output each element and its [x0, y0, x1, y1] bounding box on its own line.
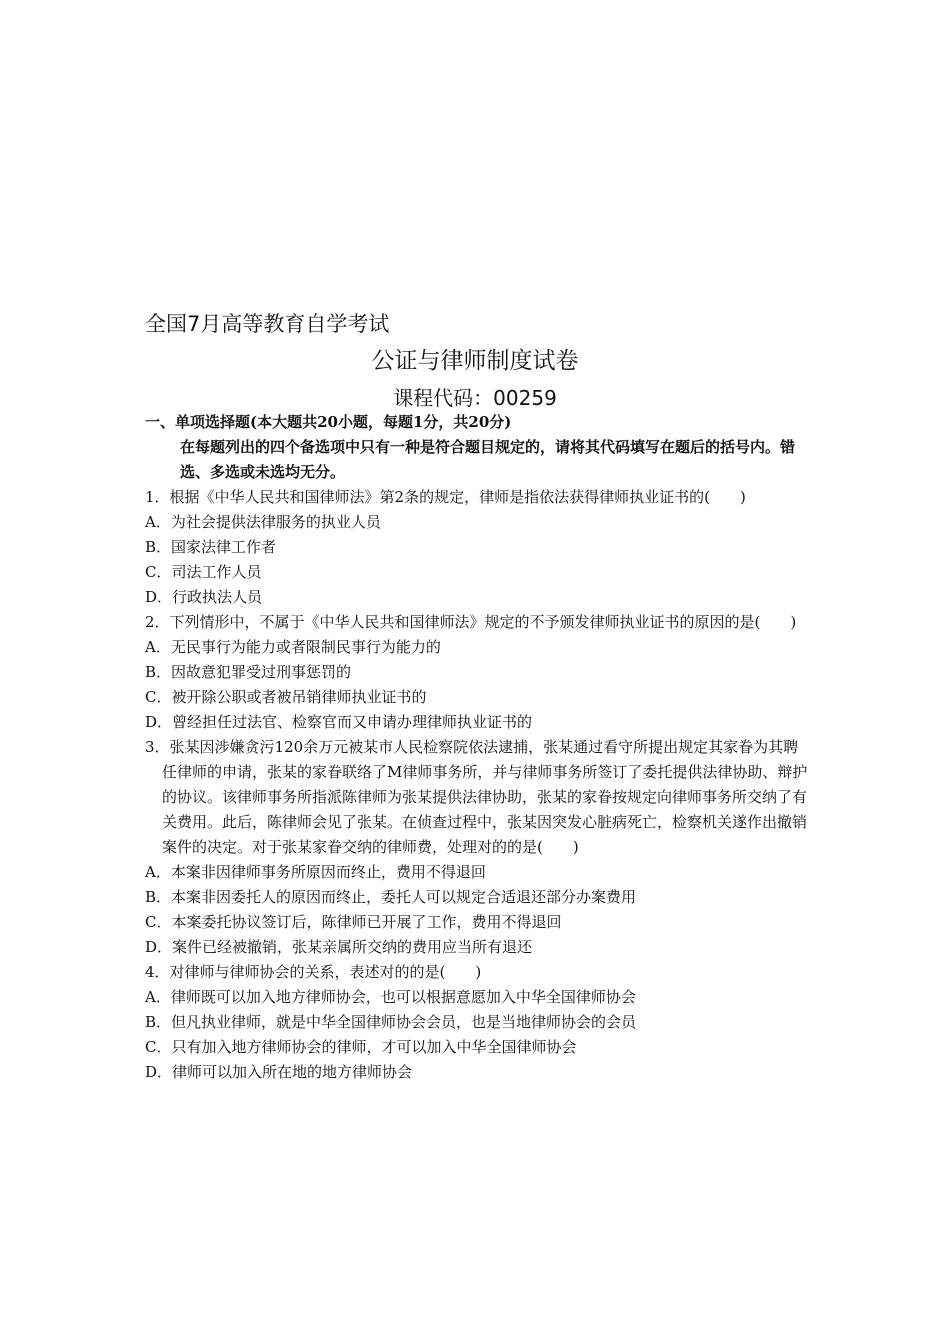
question-1-option-d: D．行政执法人员 — [145, 588, 263, 606]
question-3-option-d: D．案件已经被撤销，张某亲属所交纳的费用应当所有退还 — [145, 938, 533, 956]
question-2-option-a: A．无民事行为能力或者限制民事行为能力的 — [145, 638, 441, 656]
question-3-option-c: C．本案委托协议签订后，陈律师已开展了工作，费用不得退回 — [145, 913, 562, 931]
question-4-option-a: A．律师既可以加入地方律师协会，也可以根据意愿加入中华全国律师协会 — [145, 988, 636, 1006]
paper-title: 公证与律师制度试卷 — [371, 348, 579, 374]
section-instructions: 在每题列出的四个备选项中只有一种是符合题目规定的，请将其代码填写在题后的括号内。错选、多选或未选均无分。 — [180, 438, 796, 481]
exam-session-title: 全国7月高等教育自学考试 — [145, 312, 390, 336]
question-1-stem: 1．根据《中华人民共和国律师法》第2条的规定，律师是指依法获得律师执业证书的( ) — [145, 488, 746, 506]
question-2-option-b: B．因故意犯罪受过刑事惩罚的 — [145, 663, 352, 681]
question-4-option-b: B．但凡执业律师，就是中华全国律师协会会员，也是当地律师协会的会员 — [145, 1013, 637, 1031]
question-4-stem: 4．对律师与律师协会的关系，表述对的的是( ) — [145, 963, 482, 981]
question-2-option-d: D．曾经担任过法官、检察官而又申请办理律师执业证书的 — [145, 713, 533, 731]
course-code: 课程代码：00259 — [393, 386, 557, 410]
question-1-option-c: C．司法工作人员 — [145, 563, 262, 581]
section-heading: 一、单项选择题(本大题共20小题，每题1分，共20分) — [145, 413, 512, 431]
question-4-option-c: C．只有加入地方律师协会的律师，才可以加入中华全国律师协会 — [145, 1038, 577, 1056]
question-3-option-a: A．本案非因律师事务所原因而终止，费用不得退回 — [145, 863, 486, 881]
question-3-option-b: B．本案非因委托人的原因而终止，委托人可以规定合适退还部分办案费用 — [145, 888, 637, 906]
question-3-stem: 3．张某因涉嫌贪污120余万元被某市人民检察院依法逮捕，张某通过看守所提出规定其家眷为其聘任律师的申请，张某的家眷联络了M律师事务所，并与律师事务所签订了委托提供法律协助、辩护的协议。该律师事务所指派陈律师为张某提供法律协助，张某的家眷按规定向律师事务所交纳了有关费用。此后，陈律师会见了张某。在侦查过程中，张某因突发心脏病死亡，检察机关遂作出撤销案件的决定。对于张某家眷交纳的律师费，处理对的的是( ) — [145, 738, 808, 856]
question-1-option-b: B．国家法律工作者 — [145, 538, 277, 556]
question-2-stem: 2．下列情形中，不属于《中华人民共和国律师法》规定的不予颁发律师执业证书的原因的是( ) — [145, 613, 797, 631]
question-4-option-d: D．律师可以加入所在地的地方律师协会 — [145, 1063, 413, 1081]
question-2-option-c: C．被开除公职或者被吊销律师执业证书的 — [145, 688, 427, 706]
exam-body — [145, 410, 810, 1085]
question-1-option-a: A．为社会提供法律服务的执业人员 — [145, 513, 381, 531]
